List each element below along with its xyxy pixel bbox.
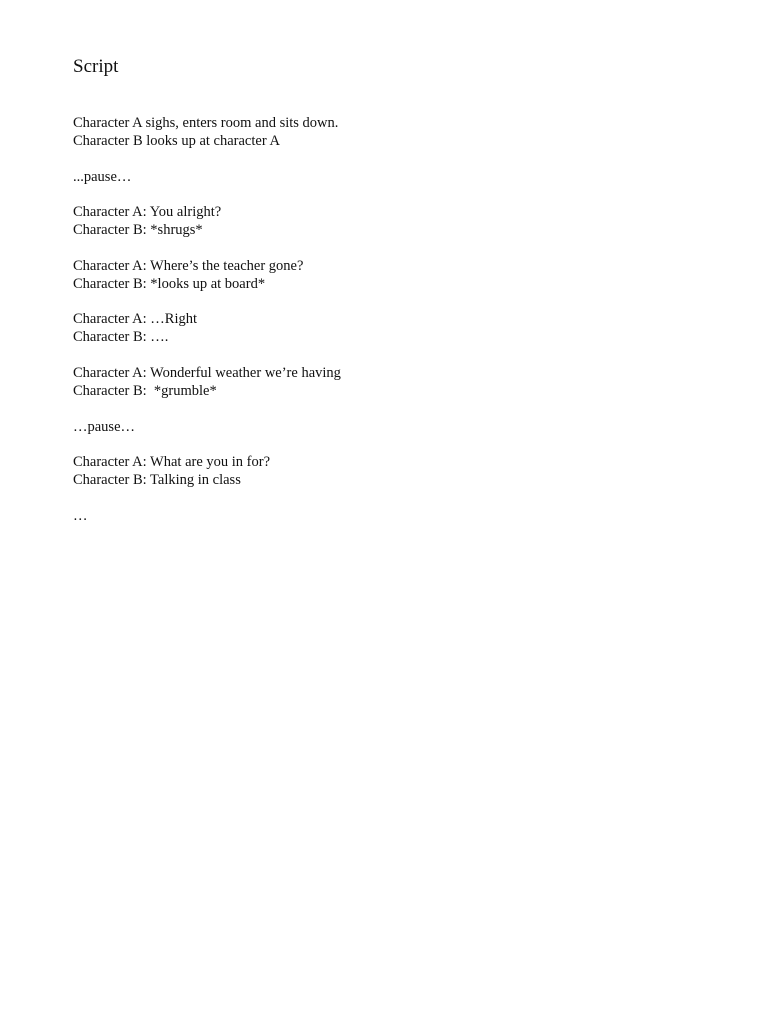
script-line-dialogue-a-2: Character A: Where’s the teacher gone? bbox=[73, 258, 304, 274]
script-line-pause-2: …pause… bbox=[73, 419, 136, 435]
page-title: Script bbox=[73, 56, 119, 77]
script-line-pause-1: ...pause… bbox=[73, 169, 132, 185]
script-line-dialogue-b-4: Character B: *grumble* bbox=[73, 383, 217, 399]
script-line-dialogue-b-3: Character B: …. bbox=[73, 329, 169, 345]
script-line-dialogue-b-5: Character B: Talking in class bbox=[73, 472, 241, 488]
script-line-dialogue-a-3: Character A: …Right bbox=[73, 311, 198, 327]
script-line-stage-direction-1: Character A sighs, enters room and sits down. bbox=[73, 115, 339, 131]
script-line-dialogue-a-4: Character A: Wonderful weather we’re having bbox=[73, 365, 341, 381]
script-line-stage-direction-2: Character B looks up at character A bbox=[73, 133, 280, 149]
script-line-ellipsis: … bbox=[73, 508, 88, 524]
script-line-dialogue-b-2: Character B: *looks up at board* bbox=[73, 276, 266, 292]
script-line-dialogue-a-5: Character A: What are you in for? bbox=[73, 454, 271, 470]
script-line-dialogue-b-1: Character B: *shrugs* bbox=[73, 222, 203, 238]
script-line-dialogue-a-1: Character A: You alright? bbox=[73, 204, 222, 220]
